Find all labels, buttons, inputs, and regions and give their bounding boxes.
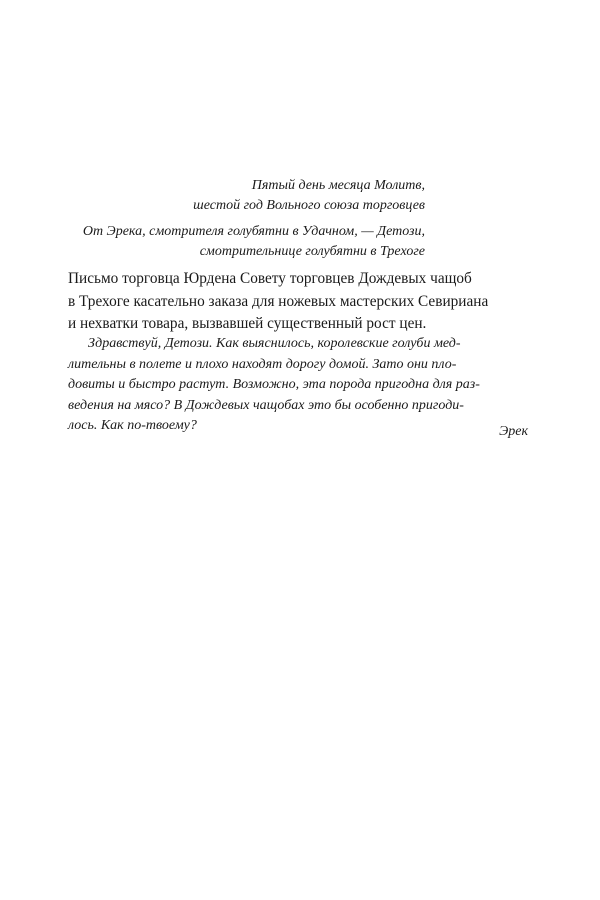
letter-line: Здравствуй, Детози. Как выяснилось, королевские голуби мед-: [88, 336, 461, 351]
header-route: [60, 222, 425, 262]
intro-line: и нехватки товара, вызвавшей существенный рост цен.: [68, 315, 427, 332]
intro-line: в Трехоге касательно заказа для ножевых мастерских Севириана: [68, 292, 489, 310]
header-route-line: смотрительнице голубятни в Трехоге: [199, 244, 425, 259]
header-date-line: Пятый день месяца Молитв,: [251, 178, 425, 193]
letter-line: лительны в полете и плохо находят дорогу домой. Зато они пло-: [68, 356, 457, 372]
letter-signature: Эрек: [499, 424, 528, 439]
letter-line: лось. Как по-твоему?: [68, 418, 197, 434]
letter-line: довиты и быстро растут. Возможно, эта порода пригодна для раз-: [68, 377, 480, 393]
header-route-line: От Эрека, смотрителя голубятни в Удачном, — Детози,: [82, 224, 425, 239]
header-date: [60, 176, 425, 216]
intro-line: Письмо торговца Юрдена Совету торговцев Дождевых чащоб: [68, 270, 472, 287]
letter-line: ведения на мясо? В Дождевых чащобах это бы особенно пригоди-: [68, 397, 464, 413]
header-date-line: шестой год Вольного союза торговцев: [193, 198, 425, 213]
intro-paragraph: [68, 268, 528, 336]
